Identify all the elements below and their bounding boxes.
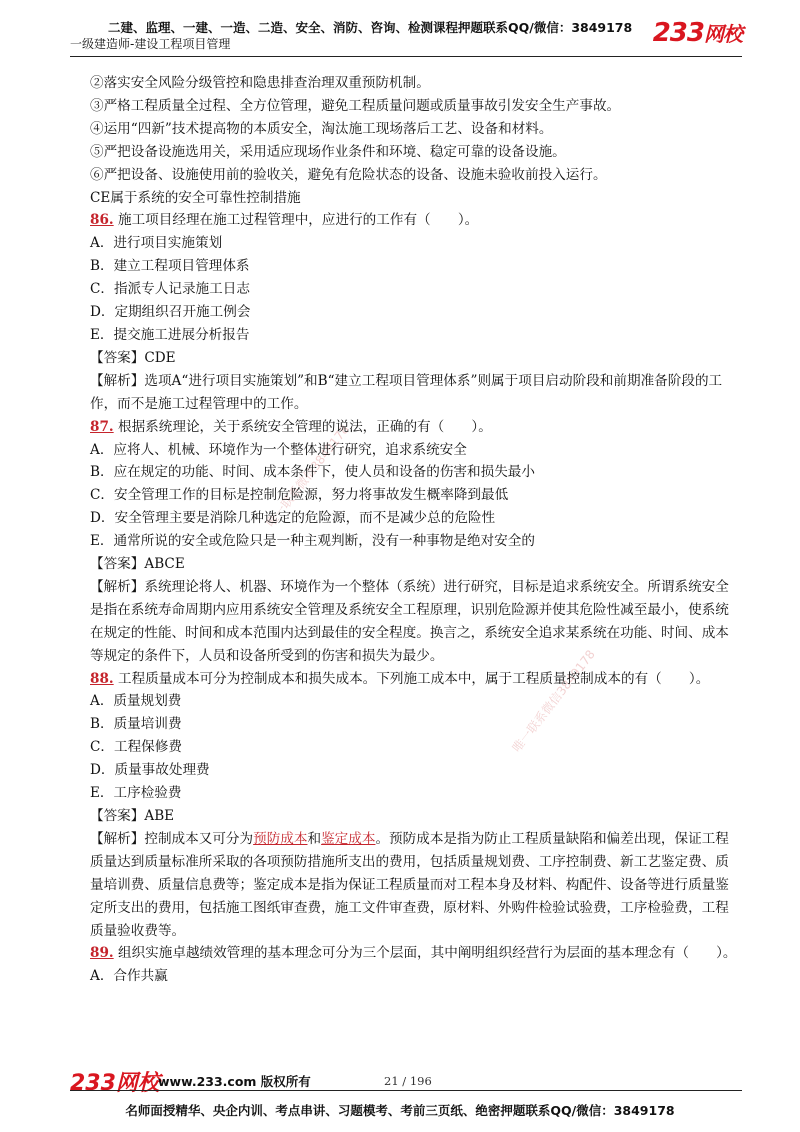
- question-number: 89.: [90, 945, 114, 962]
- page-number: 21 / 196: [384, 1074, 432, 1088]
- footer-bottom-line: 名师面授精华、央企内训、考点串讲、习题模考、考前三页纸、绝密押题联系QQ/微信：3849178: [125, 1103, 675, 1118]
- question-87: [70, 416, 740, 439]
- option-d: D．定期组织召开施工例会: [90, 304, 251, 321]
- question-stem: 施工项目经理在施工过程管理中，应进行的工作有（ ）。: [113, 212, 479, 229]
- question-89: [70, 942, 740, 965]
- option-e: E．提交施工进展分析报告: [90, 326, 250, 343]
- intro-conclusion: CE属于系统的安全可靠性控制措施: [90, 189, 301, 206]
- footer-site: www.233.com 版权所有: [158, 1074, 311, 1089]
- header-subtitle: 一级建造师-建设工程项目管理: [70, 37, 231, 51]
- watermark: 唯一联系微信3849178: [509, 647, 598, 755]
- intro-line: ④运用“四新”技术提高物的本质安全，淘汰施工现场落后工艺、设备和材料。: [90, 120, 553, 137]
- intro-line: ⑥严把设备、设施使用前的验收关，避免有危险状态的设备、设施未验收前投入运行。: [90, 166, 607, 183]
- option-b: B．质量培训费: [90, 716, 182, 733]
- question-number: 87.: [90, 418, 114, 435]
- option-c: C．工程保修费: [90, 739, 182, 756]
- answer: 【答案】ABCE: [90, 556, 185, 573]
- header-top-line: 二建、监理、一建、一造、二造、安全、消防、咨询、检测课程押题联系QQ/微信：3849178: [108, 20, 633, 35]
- analysis-rest: 。预防成本是指为防止工程质量缺陷和偏差出现，保证工程质量达到质量标准所采取的各项预防措施所支出的费用，包括质量规划费、工序控制费、新工艺鉴定费、质量培训费、质量信息费等；鉴定成本是指为保证工程质量而对工程本身及材料、构配件、设备等进行质量鉴定所支出的费用，包括施工图纸审查费，施工文件审查费，原材料、外购件检验试验费，工序检验费，工程质量验收费等。: [90, 830, 729, 939]
- intro-line: ②落实安全风险分级管控和隐患排查治理双重预防机制。: [90, 75, 430, 91]
- intro-line: ③严格工程质量全过程、全方位管理，避免工程质量问题或质量事故引发安全生产事故。: [90, 97, 621, 114]
- logo-number: 233: [652, 18, 704, 48]
- brand-logo: [653, 18, 742, 48]
- watermark: 唯一联系微信3849178: [263, 422, 352, 530]
- option-b: B．应在规定的功能、时间、成本条件下，使人员和设备的伤害和损失最小: [90, 464, 535, 481]
- analysis-mid: 和: [307, 830, 322, 847]
- option-b: B．建立工程项目管理体系: [90, 258, 250, 275]
- option-a: A．合作共赢: [90, 968, 168, 985]
- question-88: [70, 668, 740, 691]
- option-c: C．安全管理工作的目标是控制危险源，努力将事故发生概率降到最低: [90, 487, 509, 504]
- option-a: A．进行项目实施策划: [90, 235, 223, 252]
- question-number: 86.: [90, 212, 114, 229]
- term-link-prevention-cost: 预防成本: [253, 830, 308, 847]
- analysis: 【解析】选项A“进行项目实施策划”和B“建立工程项目管理体系”则属于项目启动阶段和前期准备阶段的工作，而不是施工过程管理中的工作。: [90, 372, 723, 412]
- option-c: C．指派专人记录施工日志: [90, 281, 250, 298]
- option-e: E．通常所说的安全或危险只是一种主观判断，没有一种事物是绝对安全的: [90, 533, 535, 550]
- question-number: 88.: [90, 670, 114, 687]
- footer-divider: [70, 1090, 742, 1091]
- analysis-prefix: 【解析】控制成本又可分为: [90, 830, 254, 847]
- question-stem: 组织实施卓越绩效管理的基本理念可分为三个层面，其中阐明组织经营行为层面的基本理念有（ ）。: [113, 945, 737, 962]
- page-content: [70, 72, 740, 988]
- analysis: [70, 828, 740, 943]
- answer: 【答案】ABE: [90, 808, 175, 824]
- question-stem: 根据系统理论，关于系统安全管理的说法，正确的有（ ）。: [113, 418, 492, 435]
- option-a: A．应将人、机械、环境作为一个整体进行研究，追求系统安全: [90, 441, 467, 458]
- header-divider: [70, 56, 742, 57]
- option-d: D．质量事故处理费: [90, 762, 210, 779]
- term-link-appraisal-cost: 鉴定成本: [321, 830, 376, 847]
- option-e: E．工序检验费: [90, 785, 182, 802]
- option-d: D．安全管理主要是消除几种选定的危险源，而不是减少总的危险性: [90, 510, 496, 527]
- answer: 【答案】CDE: [90, 349, 176, 366]
- analysis: 【解析】系统理论将人、机器、环境作为一个整体（系统）进行研究，目标是追求系统安全。所谓系统安全是指在系统寿命周期内应用系统安全管理及系统安全工程原理，识别危险源并使其危险性减至最小，使系统在规定的性能、时间和成本范围内达到最佳的安全程度。换言之，系统安全追求某系统在功能、时间、成本等规定的条件下，人员和设备所受到的伤害和损失为最少。: [90, 578, 729, 664]
- footer-logo: 233网校: [70, 1071, 160, 1096]
- question-86: [70, 209, 740, 232]
- question-stem: 工程质量成本可分为控制成本和损失成本。下列施工成本中，属于工程质量控制成本的有（ ）。: [113, 670, 710, 687]
- intro-line: ⑤严把设备设施选用关，采用适应现场作业条件和环境、稳定可靠的设备设施。: [90, 143, 566, 160]
- option-a: A．质量规划费: [90, 693, 182, 710]
- logo-suffix: 网校: [704, 22, 742, 46]
